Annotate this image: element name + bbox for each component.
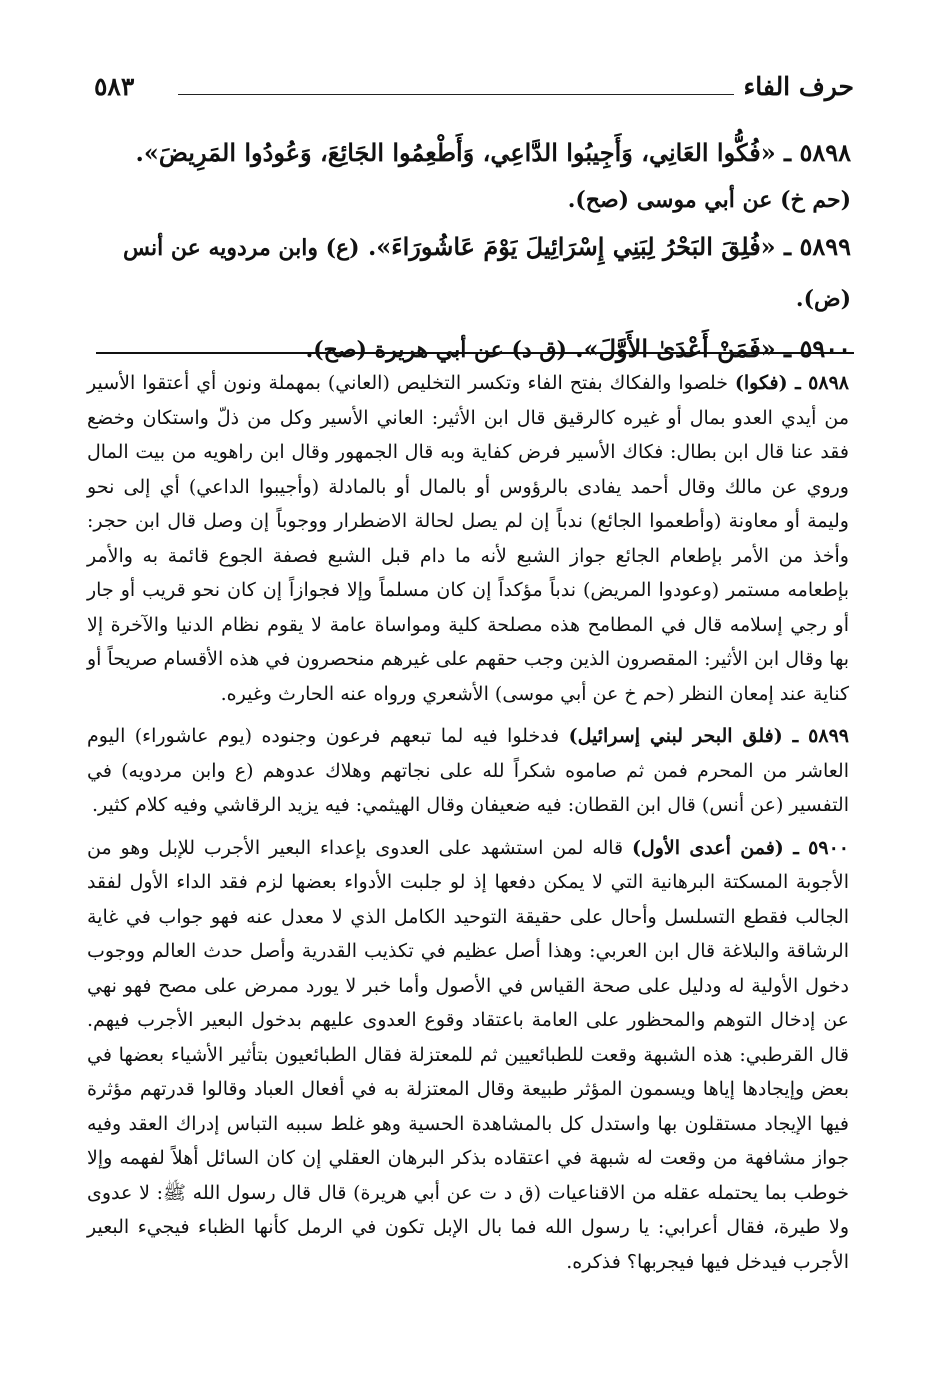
hadith-source: (ع) وابن مردويه عن أنس (ض). [122, 235, 851, 312]
commentary-section [87, 366, 849, 1287]
hadith-source: (ق د) عن أبي هريرة (صح). [305, 337, 567, 363]
hadith-source: (حم خ) عن أبي موسى (صح). [567, 187, 851, 213]
chapter-title: حرف الفاء [743, 72, 854, 101]
hadith-text: ٥٨٩٩ ـ «فُلِقَ البَحْرُ لِبَنِي إِسْرَائِيلَ يَوْمَ عَاشُورَاءَ». [367, 232, 851, 261]
hadith-text: ٥٨٩٨ ـ «فُكُّوا العَانِي، وَأَجِيبُوا الدَّاعِي، وَأَطْعِمُوا الجَائِعَ، وَعُودُوا المَرِيضَ». [135, 138, 851, 167]
hadith-entry [81, 128, 851, 222]
commentary-lead: ٥٨٩٨ ـ (فكوا) [734, 372, 849, 394]
hadith-entries [81, 128, 851, 375]
hadith-text: ٥٩٠٠ ـ «فَمَنْ أَعْدَىٰ الأَوَّلَ». [575, 334, 851, 363]
footnote-separator [96, 352, 854, 354]
commentary-paragraph [87, 366, 849, 711]
header-rule [178, 94, 734, 95]
commentary-text: قاله لمن استشهد على العدوى بإعداء البعير الأجرب للإبل وهو من الأجوبة المسكتة البرهانية التي لا يمكن دفعها إذ لو جلبت الأدواء بعضها لزم فقد الداء الأول لفقد الجالب فقطع التسلسل وأحال على حقيقة التوحيد الكامل الذي لا معدل عنه فهو جواب في غاية الرشاقة والبلاغة قال ابن العربي: وهذا أصل عظيم في تكذيب القدرية وأصل حدث العالم ووجوب دخول الأولية له ودليل على صحة القياس في الأصول وأما خبر لا يورد ممرض على مصح فهو نهي عن إدخال التوهم والمحظور على العامة باعتقاد وقوع العدوى عليهم بدخول البعير الأجرب فيهم. قال القرطبي: هذه الشبهة وقعت للطبائعيين ثم للمعتزلة فقال الطبائعيون بتأثير الأشياء بعضها في بعض وإيجادها إياها ويسمون المؤثر طبيعة وقال المعتزلة به في أفعال العباد وقالوا قدرتهم مؤثرة فيها الإيجاد مستقلون بها واستدل كل بالمشاهدة الحسية وهو غلط سببه التباس إدراك العقد وفيه جواز مشافهة من وقعت له شبهة في اعتقاده بذكر البرهان العقلي إن كان السائل أهلاً لفهمه وإلا خوطب بما يحتمله عقله من الاقناعيات (ق د ت عن أبي هريرة) قال قال رسول الله ﷺ: لا عدوى ولا طيرة، فقال أعرابي: يا رسول الله فما بال الإبل تكون في الرمل كأنها الظباء فيجيء البعير الأجرب فيدخل فيها فيجربها؟ فذكره. [87, 836, 850, 1273]
hadith-entry [81, 222, 851, 324]
commentary-lead: ٥٨٩٩ ـ (فلق البحر لبني إسرائيل) [568, 725, 849, 747]
commentary-text: خلصوا والفكاك بفتح الفاء وتكسر التخليص (العاني) بمهملة ونون أي أعتقوا الأسير من أيدي العدو بمال أو غيره كالرقيق قال ابن الأثير: العاني الأسير وكل من ذلّ واستكان وخضع فقد عنا قال ابن بطال: فكاك الأسير فرض كفاية وبه قال الجمهور وقال ابن راهويه من بيت المال وروي عن مالك وقال أحمد يفادى بالرؤوس أو بالمال أو بالمادلة (وأجيبوا الداعي) أي إلى نحو وليمة أو معاونة (وأطعموا الجائع) ندباً إن لم يصل لحالة الاضطرار ووجوباً إن وصل قال ابن حجر: وأخذ من الأمر بإطعام الجائع جواز الشبع لأنه ما دام قبل الشبع فصفة الجوع قائمة به والأمر بإطعامه مستمر (وعودوا المريض) ندباً مؤكداً إن كان مسلماً وإلا فجوازاً إن كان نحو قريب أو جار أو رجي إسلامه قال في المطامح هذه مصلحة كلية ومواساة عامة لا يقوم نظام الدنيا والآخرة إلا بها وقال ابن الأثير: المقصرون الذين وجب حقهم على غيرهم منحصرون في هذه الأقسام صريحاً أو كناية عند إمعان النظر (حم خ عن أبي موسى) الأشعري ورواه عنه الحارث وغيره. [87, 372, 849, 705]
commentary-text: فدخلوا فيه لما تبعهم فرعون وجنوده (يوم عاشوراء) اليوم العاشر من المحرم فمن ثم صاموه شكراً لله على نجاتهم وهلاك عدوهم (ع وابن مردويه) في التفسير (عن أنس) قال ابن القطان: فيه ضعيفان وقال الهيثمي: فيه يزيد الرقاشي وفيه كلام كثير. [87, 725, 849, 816]
page-number: ٥٨٣ [94, 72, 135, 101]
running-header [94, 72, 854, 108]
commentary-paragraph [87, 831, 849, 1280]
commentary-paragraph [87, 719, 849, 823]
commentary-lead: ٥٩٠٠ ـ (فمن أعدى الأول) [631, 836, 849, 859]
